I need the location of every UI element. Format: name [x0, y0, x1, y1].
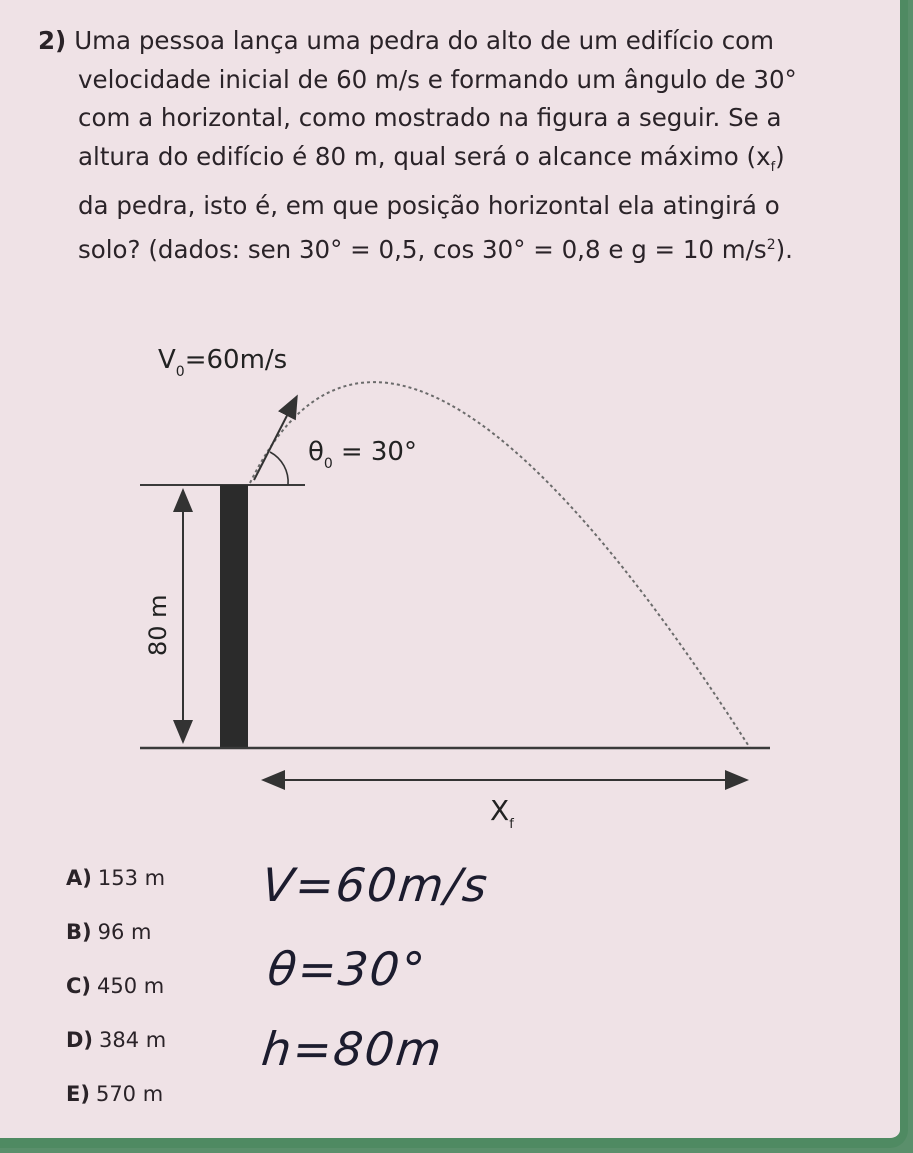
- option-b[interactable]: B) 96 m: [66, 920, 152, 944]
- question-line-7: ).: [775, 235, 793, 265]
- angle-arc: [270, 452, 288, 485]
- v0-label: $V_0=60m/s$: [158, 345, 288, 380]
- building: [220, 485, 248, 747]
- velocity-vector: [254, 398, 296, 480]
- option-d[interactable]: D) 384 m: [66, 1028, 167, 1052]
- range-label: $X_f$: [490, 794, 514, 832]
- handwritten-velocity: V=60m/s: [259, 858, 492, 912]
- option-a[interactable]: A) 153 m: [66, 866, 166, 890]
- option-e[interactable]: E) 570 m: [66, 1082, 164, 1106]
- theta-label: $\theta_0 = 30^\circ$: [308, 437, 417, 472]
- question-line-4: altura do edifício é 80 m, qual será o alcance máximo (x: [78, 141, 771, 171]
- question-number: 2): [38, 26, 67, 55]
- trajectory-curve: [250, 382, 750, 748]
- height-label: 80 m: [144, 594, 172, 656]
- question-line-5: da pedra, isto é, em que posição horizontal ela atingirá o: [78, 191, 780, 221]
- question-text: [38, 22, 868, 270]
- option-c[interactable]: C) 450 m: [66, 974, 165, 998]
- question-line-3: com a horizontal, como mostrado na figura a seguir. Se a: [78, 103, 782, 133]
- question-line-6: solo? (dados: sen 30° = 0,5, cos 30° = 0,8 e g = 10 m/s: [78, 235, 767, 265]
- question-line-2: velocidade inicial de 60 m/s e formando um ângulo de 30°: [78, 64, 797, 94]
- question-line-1: Uma pessoa lança uma pedra do alto de um edifício com: [74, 26, 775, 55]
- projectile-figure: [0, 280, 900, 840]
- handwritten-height: h=80m: [259, 1022, 446, 1076]
- handwritten-angle: θ=30°: [265, 942, 430, 996]
- g-exponent: 2: [766, 236, 776, 253]
- xf-close: ): [775, 141, 785, 171]
- xf-subscript: f: [770, 159, 776, 175]
